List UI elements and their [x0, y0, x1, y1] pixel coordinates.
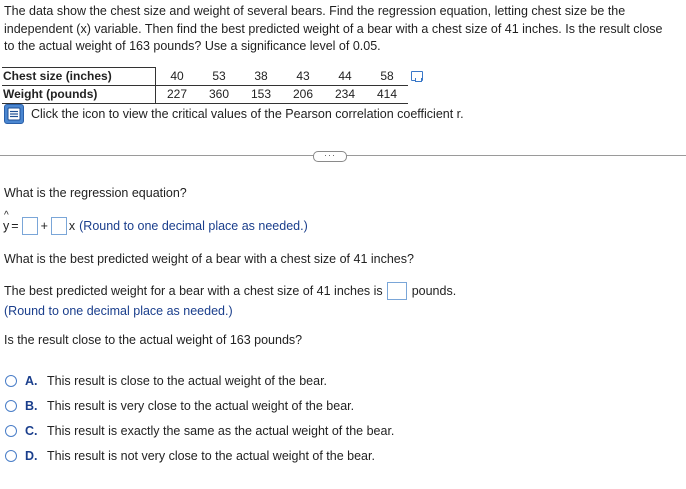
empty-cell	[408, 86, 426, 104]
reference-text: Click the icon to view the critical values of the Pearson correlation coefficient r.	[31, 107, 464, 121]
radio-button[interactable]	[5, 375, 17, 387]
predicted-weight-input[interactable]	[387, 282, 407, 300]
reference-row	[4, 104, 464, 124]
table-cell: 53	[198, 68, 240, 86]
regression-equation	[3, 210, 308, 236]
answer-suffix: pounds.	[411, 284, 457, 298]
plus-sign: +	[40, 219, 48, 233]
copy-icon[interactable]	[411, 71, 423, 81]
question-regression: What is the regression equation?	[4, 186, 187, 200]
table-cell: 360	[198, 86, 240, 104]
x-variable: x	[68, 219, 76, 233]
option-d[interactable]: D. This result is not very close to the actual weight of the bear.	[5, 447, 375, 465]
table-cell: 234	[324, 86, 366, 104]
rounding-hint: (Round to one decimal place as needed.)	[4, 304, 233, 318]
y-hat-symbol: ^ y	[3, 210, 10, 233]
rounding-hint: (Round to one decimal place as needed.)	[79, 219, 308, 233]
radio-button[interactable]	[5, 400, 17, 412]
table-cell: 40	[156, 68, 199, 86]
table-cell: 153	[240, 86, 282, 104]
option-a[interactable]: A. This result is close to the actual weight of the bear.	[5, 372, 327, 390]
data-table	[2, 67, 426, 104]
table-cell: 38	[240, 68, 282, 86]
table-row	[2, 86, 426, 104]
row-header-weight: Weight (pounds)	[2, 86, 156, 104]
equals-sign: =	[11, 219, 19, 233]
question-predicted-weight: What is the best predicted weight of a bear with a chest size of 41 inches?	[4, 252, 414, 266]
expand-button[interactable]: ···	[313, 151, 347, 162]
copy-data-button[interactable]	[408, 68, 426, 86]
option-b[interactable]: B. This result is very close to the actual weight of the bear.	[5, 397, 354, 415]
table-reference-icon[interactable]	[4, 104, 24, 124]
option-c[interactable]: C. This result is exactly the same as the actual weight of the bear.	[5, 422, 394, 440]
predicted-weight-row	[4, 282, 456, 300]
table-cell: 227	[156, 86, 199, 104]
slope-input[interactable]	[51, 217, 67, 235]
question-close-result: Is the result close to the actual weight of 163 pounds?	[4, 333, 303, 347]
table-cell: 58	[366, 68, 408, 86]
table-row	[2, 68, 426, 86]
row-header-chest-size: Chest size (inches)	[2, 68, 156, 86]
answer-prefix: The best predicted weight for a bear with a chest size of 41 inches is	[4, 284, 383, 298]
radio-button[interactable]	[5, 450, 17, 462]
problem-statement: The data show the chest size and weight of several bears. Find the regression equation, letting chest size be the independent (x) variable. Then find the best predicted weight of a bear with a chest size of 41 inches. Is the result close to the actual weight of 163 pounds? Use a significance level of 0.05.	[4, 4, 663, 53]
table-cell: 414	[366, 86, 408, 104]
table-cell: 43	[282, 68, 324, 86]
intercept-input[interactable]	[22, 217, 38, 235]
table-cell: 44	[324, 68, 366, 86]
table-cell: 206	[282, 86, 324, 104]
radio-button[interactable]	[5, 425, 17, 437]
